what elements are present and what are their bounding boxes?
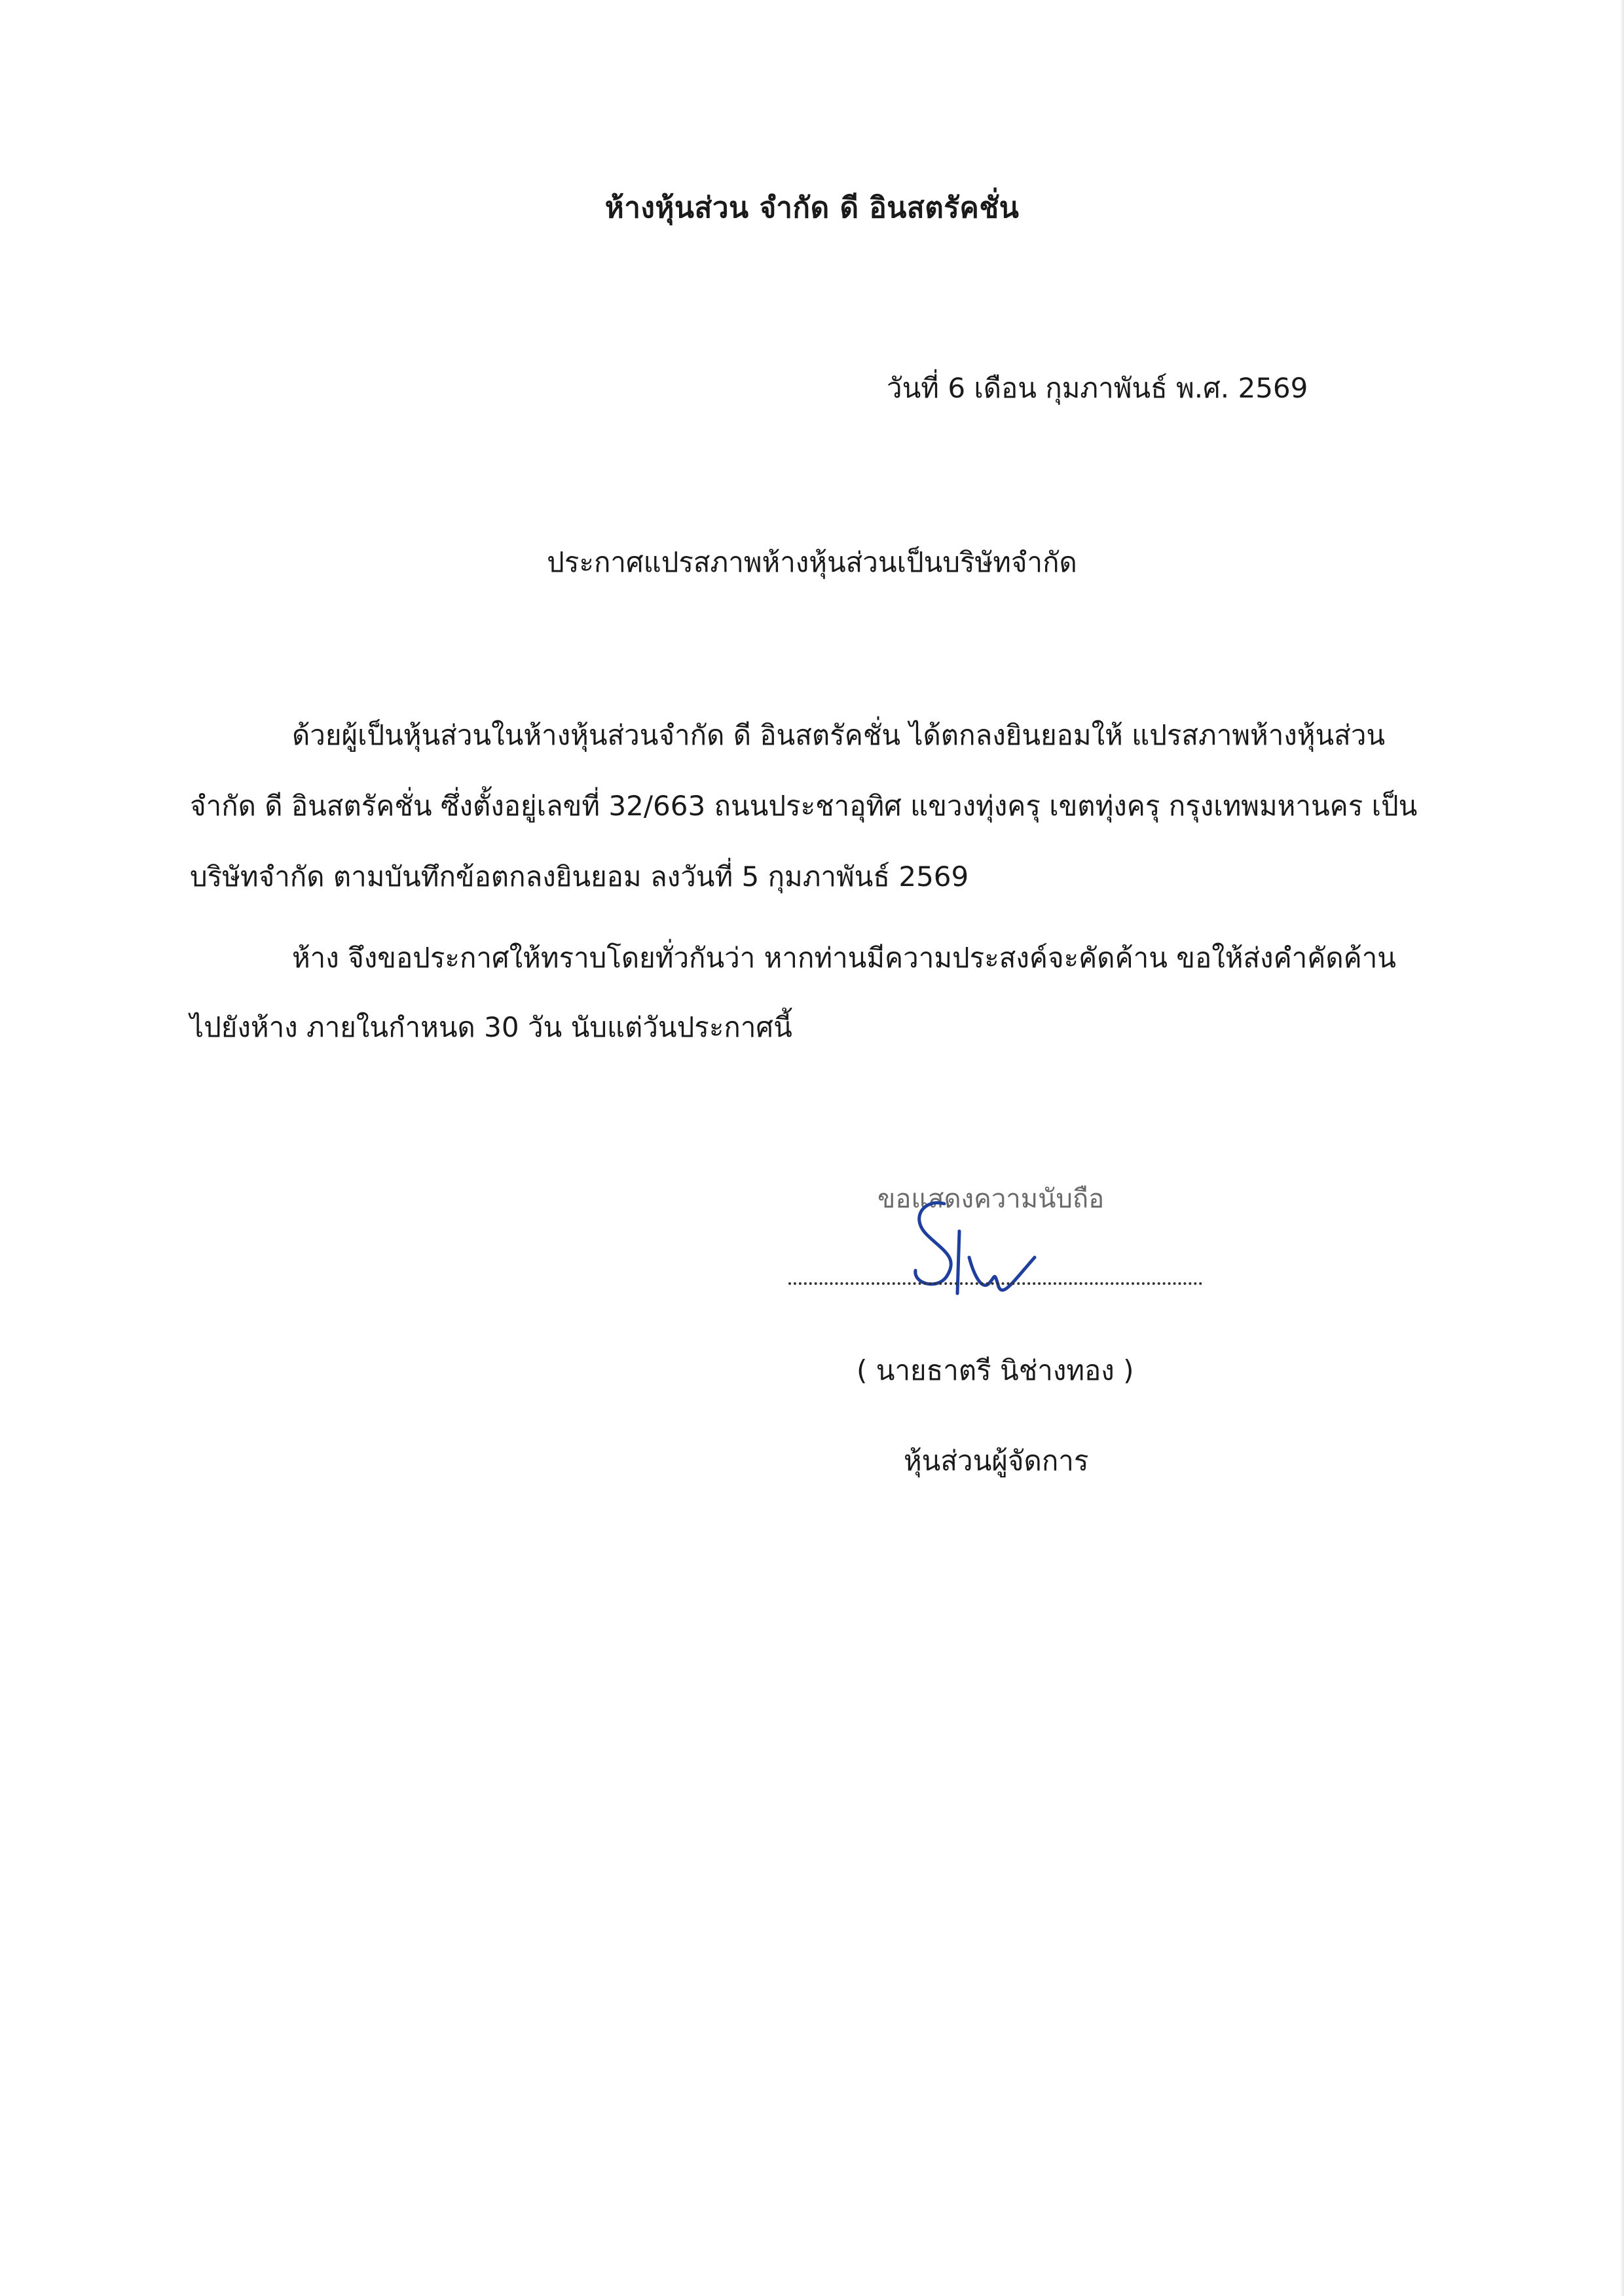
- date-line: วันที่ 6 เดือน กุมภาพันธ์ พ.ศ. 2569: [887, 372, 1308, 404]
- handwritten-signature: [897, 1179, 1094, 1310]
- signer-name: ( นายธาตรี นิช่างทอง ): [857, 1354, 1134, 1386]
- body-line-5: ไปยังห้าง ภายในกำหนด 30 วัน นับแต่วันประกาศนี้: [190, 1011, 792, 1043]
- notice-subject: ประกาศแปรสภาพห้างหุ้นส่วนเป็นบริษัทจำกัด: [547, 546, 1077, 578]
- body-line-2: จำกัด ดี อินสตรัคชั่น ซึ่งตั้งอยู่เลขที่ 32/663 ถนนประชาอุทิศ แขวงทุ่งครุ เขตทุ่งครุ กรุงเทพมหานคร เป็น: [190, 790, 1418, 822]
- signature-line: [788, 1282, 1202, 1285]
- page-edge: [1620, 0, 1624, 2296]
- body-line-1: ด้วยผู้เป็นหุ้นส่วนในห้างหุ้นส่วนจำกัด ดี อินสตรัคชั่น ได้ตกลงยินยอมให้ แปรสภาพห้างหุ้นส่วน: [292, 719, 1386, 751]
- closing-salutation: ขอแสดงความนับถือ: [877, 1184, 1105, 1214]
- body-line-4: ห้าง จึงขอประกาศให้ทราบโดยทั่วกันว่า หากท่านมีความประสงค์จะคัดค้าน ขอให้ส่งคำคัดค้าน: [292, 942, 1397, 974]
- company-title: ห้างหุ้นส่วน จำกัด ดี อินสตรัคชั่น: [604, 191, 1020, 225]
- body-line-3: บริษัทจำกัด ตามบันทึกข้อตกลงยินยอม ลงวันที่ 5 กุมภาพันธ์ 2569: [190, 861, 969, 893]
- signer-title: หุ้นส่วนผู้จัดการ: [904, 1445, 1089, 1477]
